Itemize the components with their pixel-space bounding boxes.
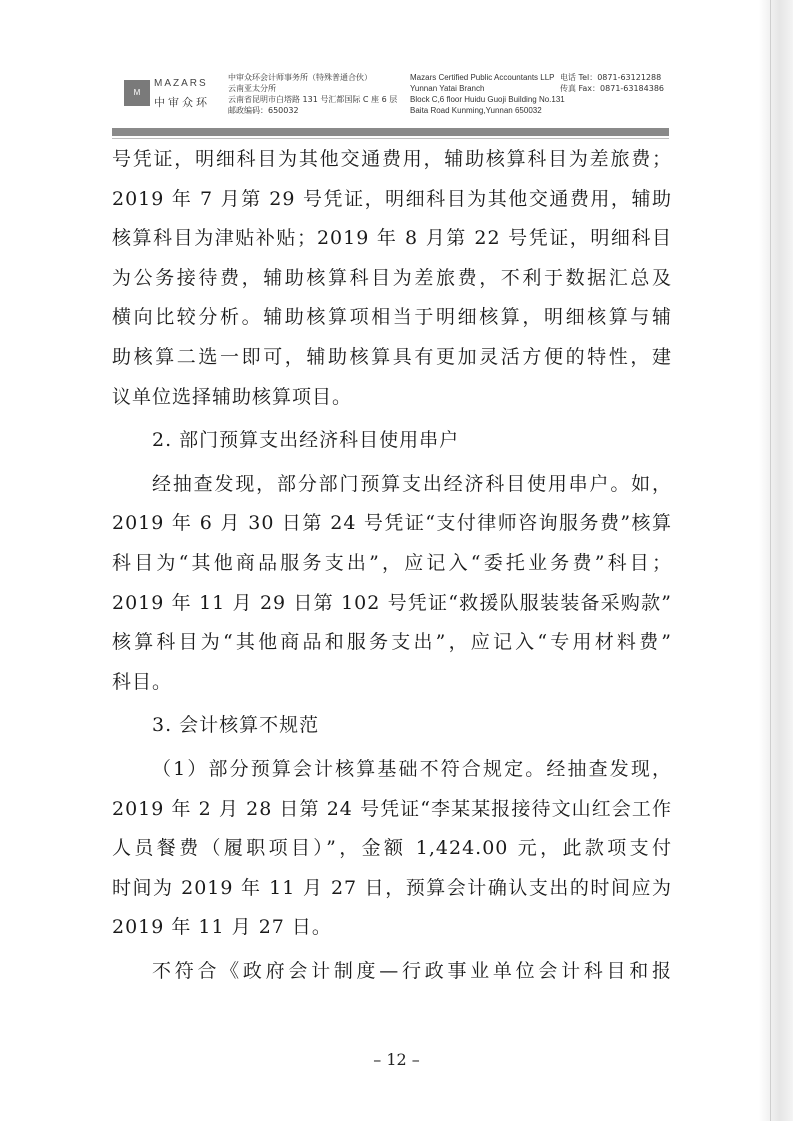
logo-mark-icon: M [124,80,150,106]
firm-name-cn: 中审众环会计师事务所（特殊普通合伙） [228,73,372,82]
body-line: 2019 年 11 月 27 日。 [112,916,332,939]
branch-name-en: Yunnan Yatai Branch [410,84,485,93]
fax-number: 传真 Fax：0871-63184386 [560,84,665,93]
logo-text-en: MAZARS [154,78,208,89]
body-line: （1）部分预算会计核算基础不符合规定。经抽查发现， [152,757,672,780]
body-line: 横向比较分析。辅助核算项相当于明细核算，明细核算与辅 [112,306,672,329]
branch-name-cn: 云南亚太分所 [228,84,276,93]
header-rule-thin [112,138,669,139]
body-line: 经抽查发现，部分部门预算支出经济科目使用串户。如， [152,472,672,495]
address-cn: 云南省昆明市白塔路 131 号汇都国际 C 座 6 层 [228,95,398,104]
postcode-cn: 邮政编码：650032 [228,106,299,115]
section-heading: 3. 会计核算不规范 [152,714,320,737]
page-number: – 12 – [373,1050,420,1069]
body-line: 2019 年 2 月 28 日第 24 号凭证“李某某报接待文山红会工作 [112,797,672,820]
letterhead-en-block [410,72,565,116]
body-line: 人员餐费（履职项目）”，金额 1,424.00 元，此款项支付 [112,837,672,860]
body-line: 为公务接待费，辅助核算科目为差旅费，不利于数据汇总及 [112,266,672,289]
body-line: 2019 年 7 月第 29 号凭证，明细科目为其他交通费用，辅助 [112,187,672,210]
firm-name-en: Mazars Certified Public Accountants LLP [410,73,555,82]
body-line: 助核算二选一即可，辅助核算具有更加灵活方便的特性，建 [112,345,672,368]
body-line: 核算科目为“其他商品和服务支出”，应记入“专用材料费” [112,631,672,654]
body-line: 2019 年 6 月 30 日第 24 号凭证“支付律师咨询服务费”核算 [112,512,672,535]
body-line: 2019 年 11 月 29 日第 102 号凭证“救援队服装装备采购款” [112,591,672,614]
letterhead-contact-block [560,72,664,94]
scan-edge [759,0,793,1121]
body-line: 时间为 2019 年 11 月 27 日，预算会计确认支出的时间应为 [112,876,672,899]
letterhead-cn-block [228,72,397,116]
body-line: 号凭证，明细科目为其他交通费用，辅助核算科目为差旅费； [112,148,672,170]
firm-logo [124,74,216,114]
scan-edge-line [770,0,771,1121]
phone-number: 电话 Tel：0871-63121288 [560,73,662,82]
body-line: 核算科目为津贴补贴；2019 年 8 月第 22 号凭证，明细科目 [112,227,672,250]
address-en-1: Block C,6 floor Huidu Guoji Building No.131 [410,95,565,104]
logo-text-cn: 中审众环 [154,96,210,109]
body-line: 议单位选择辅助核算项目。 [112,385,353,408]
body-line: 不符合《政府会计制度—行政事业单位会计科目和报 [152,959,672,982]
address-en-2: Baita Road Kunming,Yunnan 650032 [410,106,542,115]
body-line: 科目。 [112,670,173,693]
document-body [112,140,672,991]
body-line: 科目为“其他商品服务支出”，应记入“委托业务费”科目； [112,551,672,574]
header-rule [112,128,669,136]
section-heading: 2. 部门预算支出经济科目使用串户 [152,429,460,452]
letterhead [110,66,670,126]
